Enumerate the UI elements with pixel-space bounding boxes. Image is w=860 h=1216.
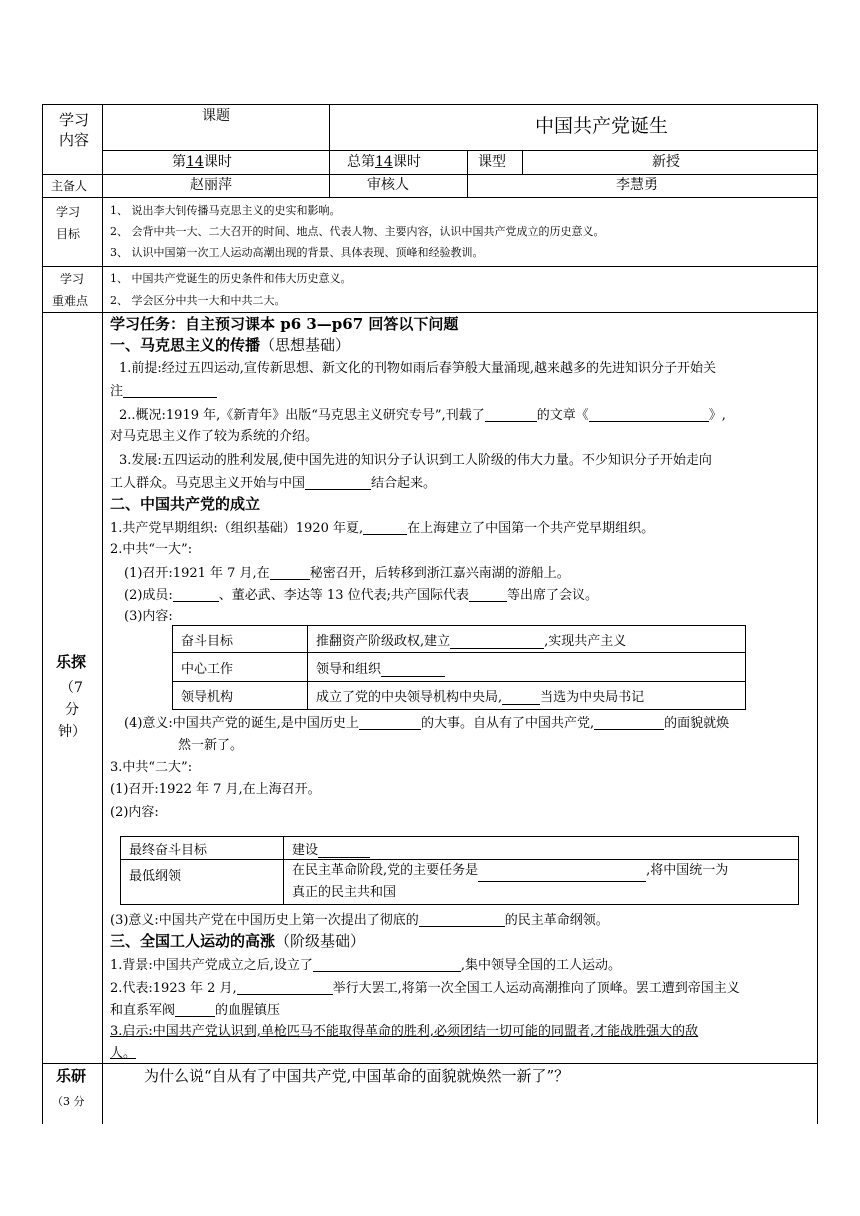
goal-item: 3、 认识中国第一次工人运动高潮出现的背景、具体表现、顶峰和经验教训。	[110, 246, 484, 259]
paragraph: 1.背景:中国共产党成立之后,设立了 ,集中领导全国的工人运动。	[110, 958, 622, 973]
research-question: 为什么说“自从有了中国共产党,中国革命的面貌就焕然一新了”？	[144, 1067, 570, 1085]
explore-time: （7	[60, 680, 83, 696]
table-cell: 建设	[284, 837, 799, 860]
goal-item: 1、 说出李大钊传播马克思主义的史实和影响。	[110, 204, 341, 217]
paragraph: 3.发展:五四运动的胜利发展,使中国先进的知识分子认识到工人阶级的伟大力量。不少知识分子开始走向	[119, 453, 712, 468]
section-3-title: 三、全国工人运动的高涨（阶级基础）	[110, 932, 366, 950]
blank[interactable]	[270, 566, 310, 580]
page-title: 中国共产党诞生	[535, 115, 669, 137]
key-points-label-2: 重难点	[52, 294, 89, 308]
paragraph: 人。	[110, 1046, 137, 1061]
period-number: 14	[186, 154, 204, 170]
grid-line	[329, 104, 330, 197]
section-1-title: 一、马克思主义的传播（思想基础）	[110, 336, 351, 354]
paragraph: 3.启示:中国共产党认识到,单枪匹马不能取得革命的胜利,必须团结一切可能的同盟者,才能战胜强大的敌	[110, 1024, 699, 1039]
blank[interactable]	[485, 408, 537, 422]
paragraph: 2..概况:1919 年,《新青年》出版“马克思主义研究专号”,刊载了 的文章《 》,	[119, 408, 726, 423]
grid-line	[42, 104, 43, 1124]
content-table-1	[172, 625, 746, 710]
research-label: 乐研	[56, 1067, 87, 1085]
blank[interactable]	[502, 691, 540, 705]
grid-line	[102, 104, 103, 1124]
table-cell: 中心工作	[173, 653, 308, 682]
table-cell: 最终奋斗目标	[121, 837, 284, 860]
grid-line	[42, 266, 818, 267]
content-table-2	[120, 836, 799, 905]
blank[interactable]	[313, 958, 461, 972]
total-period-number: 14	[375, 154, 393, 170]
blank[interactable]	[419, 913, 505, 927]
goals-label: 学习	[56, 205, 81, 219]
goal-item: 2、 会背中共一大、二大召开的时间、地点、代表人物、主要内容，认识中国共产党成立的历史意义。	[110, 225, 605, 238]
table-cell: 最低纲领	[121, 860, 284, 905]
blank[interactable]	[305, 476, 371, 490]
paragraph: 1.共产党早期组织:（组织基础）1920 年夏, 在上海建立了中国第一个共产党早期组织。	[110, 521, 655, 536]
table-cell: 领导和组织	[308, 653, 746, 682]
paragraph: 3.中共“二大”:	[110, 760, 193, 775]
paragraph: 对马克思主义作了较为系统的介绍。	[110, 429, 319, 444]
table-cell: 在民主革命阶段,党的主要任务是 ,将中国统一为 真正的民主共和国	[284, 860, 799, 905]
grid-line	[467, 150, 468, 197]
blank[interactable]	[173, 588, 219, 602]
lesson-type-value: 新授	[652, 154, 680, 170]
paragraph: (1)召开:1922 年 7 月,在上海召开。	[110, 782, 321, 797]
grid-line	[42, 312, 818, 313]
reviewer-label: 审核人	[367, 177, 409, 193]
paragraph: (2)内容:	[110, 805, 159, 820]
reviewer-name: 李慧勇	[616, 177, 658, 193]
grid-line	[42, 1063, 818, 1064]
explore-time: 分	[65, 702, 79, 718]
paragraph: 2.中共“一大”:	[110, 542, 193, 557]
lesson-type-label: 课型	[478, 154, 506, 170]
table-row	[173, 653, 746, 682]
grid-line	[42, 174, 818, 175]
paragraph: 然一新了。	[178, 738, 244, 753]
blank[interactable]	[594, 716, 664, 730]
paragraph: (3)内容:	[124, 609, 173, 624]
blank[interactable]	[237, 981, 333, 995]
preparer-label: 主备人	[51, 179, 88, 193]
paragraph: (3)意义:中国共产党在中国历史上第一次提出了彻底的 的民主革命纲领。	[110, 913, 609, 928]
grid-line	[817, 104, 818, 1124]
study-content-label: 学习内容	[58, 111, 89, 149]
table-cell: 奋斗目标	[173, 626, 308, 653]
section-2-title: 二、中国共产党的成立	[110, 495, 261, 513]
research-time: （3 分	[52, 1095, 85, 1108]
blank[interactable]	[363, 521, 407, 535]
explore-label: 乐探	[56, 653, 87, 671]
paragraph: (2)成员: 、董必武、李达等 13 位代表;共产国际代表 等出席了会议。	[124, 588, 598, 603]
paragraph: (4)意义:中国共产党的诞生,是中国历史上 的大事。自从有了中国共产党, 的面貌就焕	[124, 716, 730, 731]
blank[interactable]	[469, 588, 507, 602]
blank[interactable]	[450, 635, 544, 649]
key-point-item: 2、 学会区分中共一大和中共二大。	[110, 294, 286, 307]
table-cell: 成立了党的中央领导机构中央局, 当选为中央局书记	[308, 682, 746, 710]
total-period-field: 总第14课时	[347, 154, 421, 170]
preparer-name: 赵丽萍	[190, 177, 232, 193]
blank[interactable]	[589, 408, 709, 422]
paragraph: 注	[110, 384, 217, 398]
paragraph: 2.代表:1923 年 2 月, 举行大罢工,将第一次全国工人运动高潮推向了顶峰。罢工遭到帝国主义	[110, 981, 740, 996]
table-row	[173, 626, 746, 653]
study-task: 学习任务：自主预习课本 p6 3—p67 回答以下问题	[110, 315, 459, 333]
paragraph: 和直系军阀 的血腥镇压	[110, 1003, 281, 1018]
grid-line	[42, 104, 818, 105]
blank[interactable]	[318, 844, 370, 858]
blank[interactable]	[175, 1003, 215, 1017]
topic-label: 课题	[202, 108, 230, 124]
explore-time: 钟）	[58, 724, 86, 740]
blank[interactable]	[381, 663, 445, 677]
paragraph: 工人群众。马克思主义开始与中国 结合起来。	[110, 476, 437, 491]
grid-line	[42, 197, 818, 198]
grid-line	[522, 150, 523, 174]
table-row	[173, 682, 746, 710]
table-row	[121, 860, 799, 905]
table-cell: 推翻资产阶级政权,建立 ,实现共产主义	[308, 626, 746, 653]
blank[interactable]	[359, 716, 421, 730]
paragraph: (1)召开:1921 年 7 月,在 秘密召开，后转移到浙江嘉兴南湖的游船上。	[124, 566, 570, 581]
goals-label-2: 目标	[56, 227, 81, 241]
key-point-item: 1、 中国共产党诞生的历史条件和伟大历史意义。	[110, 272, 352, 285]
table-cell: 领导机构	[173, 682, 308, 710]
paragraph: 1.前提:经过五四运动,宣传新思想、新文化的刊物如雨后春笋般大量涌现,越来越多的先进知识分子开始关	[119, 361, 717, 376]
table-row	[121, 837, 799, 860]
blank[interactable]	[123, 384, 217, 398]
grid-line	[102, 150, 818, 151]
period-field: 第14课时	[172, 154, 232, 170]
blank[interactable]	[478, 868, 646, 882]
key-points-label: 学习	[60, 272, 85, 286]
